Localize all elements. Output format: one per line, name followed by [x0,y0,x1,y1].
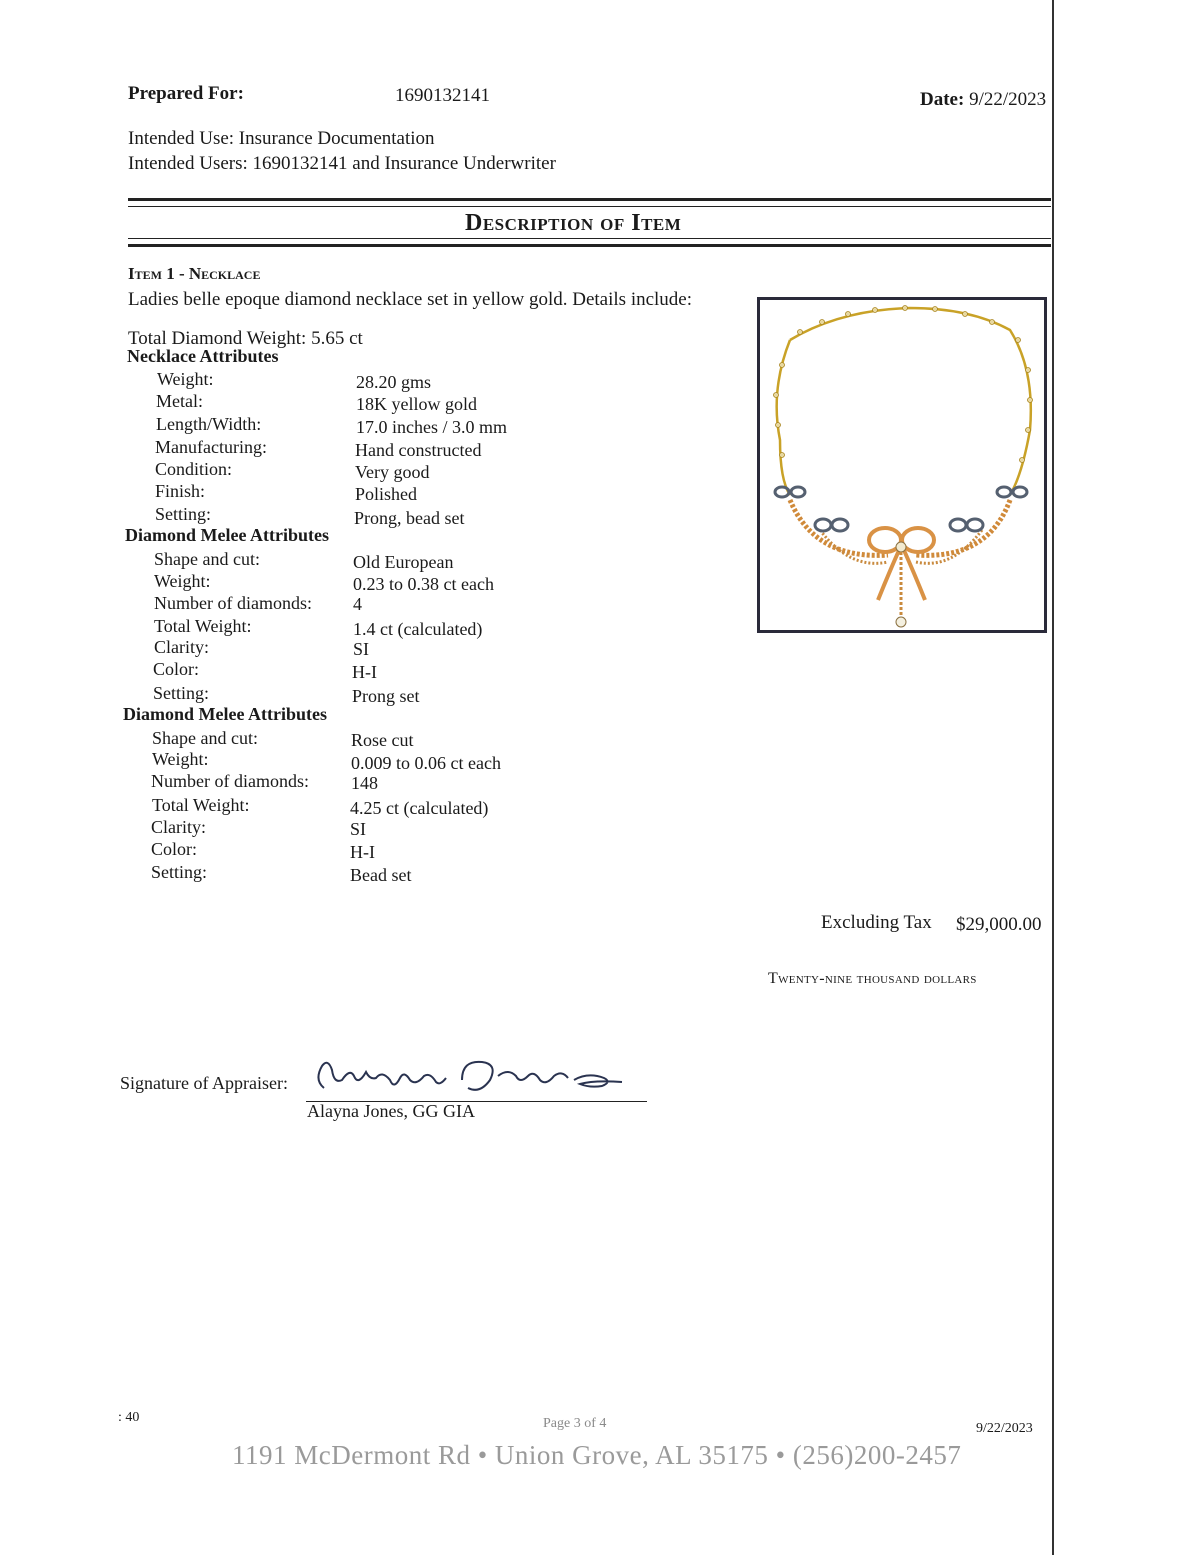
attr-value: 18K yellow gold [356,394,477,414]
necklace-attributes-title: Necklace Attributes [127,346,279,366]
attr-label: Weight: [157,369,214,389]
attr-value: Old European [353,552,454,572]
attr-value: Prong, bead set [354,508,465,528]
signature-label: Signature of Appraiser: [120,1073,288,1093]
attr-label: Weight: [154,571,211,591]
attr-value: Prong set [352,686,420,706]
attr-label: Clarity: [151,817,206,837]
attr-label: Setting: [155,504,212,524]
attr-value: 4.25 ct (calculated) [350,798,489,818]
attr-value: 28.20 gms [356,372,432,392]
attr-label: Total Weight: [154,616,252,636]
attr-value: Polished [355,484,418,504]
melee-attributes-title: Diamond Melee Attributes [123,704,327,724]
handwritten-signature-icon [312,1050,642,1102]
attr-value: Bead set [350,865,412,885]
melee-attributes-title: Diamond Melee Attributes [125,525,329,545]
appraiser-signature [312,1050,642,1102]
footer-date: 9/22/2023 [976,1421,1033,1436]
attr-label: Number of diamonds: [151,771,309,791]
attr-label: Weight: [152,749,209,769]
section-title: Description of Item [465,210,682,236]
attr-label: Length/Width: [156,414,262,434]
attr-label: Setting: [153,683,210,703]
attr-label: Color: [151,839,198,859]
attr-value: Very good [355,462,430,482]
attr-label: Shape and cut: [152,728,258,748]
attr-label: Metal: [156,391,203,411]
footer-address: 1191 McDermont Rd • Union Grove, AL 35175 • (256)200-2457 [232,1440,962,1470]
page-edge-line [1052,0,1054,1555]
necklace-photo [757,297,1047,633]
attr-label: Manufacturing: [155,437,267,457]
attr-label: Total Weight: [152,795,250,815]
attr-value: 1.4 ct (calculated) [353,619,483,639]
attr-label: Shape and cut: [154,549,260,569]
attr-value: 0.009 to 0.06 ct each [351,753,501,773]
prepared-for-label: Prepared For: [128,83,244,104]
date-line [920,89,1046,111]
prepared-for-value: 1690132141 [395,85,490,106]
section-rule-top-thin [128,206,1051,207]
attr-label: Number of diamonds: [154,593,312,613]
total-diamond-weight: Total Diamond Weight: 5.65 ct [128,328,363,349]
date-value: 9/22/2023 [969,89,1047,110]
item-description: Ladies belle epoque diamond necklace set in yellow gold. Details include: [128,289,693,310]
excluding-tax-label: Excluding Tax [821,912,932,933]
section-rule-top-thick [128,198,1051,201]
page-number: Page 3 of 4 [543,1416,607,1431]
section-rule-bottom-thick [128,244,1051,247]
intended-use: Intended Use: Insurance Documentation [128,128,435,149]
attr-value: Rose cut [351,730,414,750]
attr-value: SI [353,639,370,659]
attr-value: H-I [350,842,375,862]
attr-value: H-I [352,662,377,682]
attr-value: Hand constructed [355,440,482,460]
valuation-amount: $29,000.00 [956,914,1042,935]
attr-value: 17.0 inches / 3.0 mm [356,417,507,437]
footer-left-code: : 40 [118,1410,140,1425]
attr-value: 4 [353,594,362,614]
valuation-words: Twenty-nine thousand dollars [768,970,977,987]
appraiser-name: Alayna Jones, GG GIA [307,1101,475,1121]
intended-users: Intended Users: 1690132141 and Insurance Underwriter [128,153,556,174]
attr-label: Finish: [155,481,206,501]
attr-label: Condition: [155,459,233,479]
attr-value: 148 [351,773,378,793]
necklace-photo-icon [760,300,1044,630]
attr-value: 0.23 to 0.38 ct each [353,574,494,594]
date-label: Date: [920,89,965,110]
attr-label: Color: [153,659,200,679]
attr-value: SI [350,819,367,839]
attr-label: Setting: [151,862,208,882]
item-title: Item 1 - Necklace [128,264,261,283]
attr-label: Clarity: [154,637,209,657]
section-rule-bottom-thin [128,238,1051,239]
